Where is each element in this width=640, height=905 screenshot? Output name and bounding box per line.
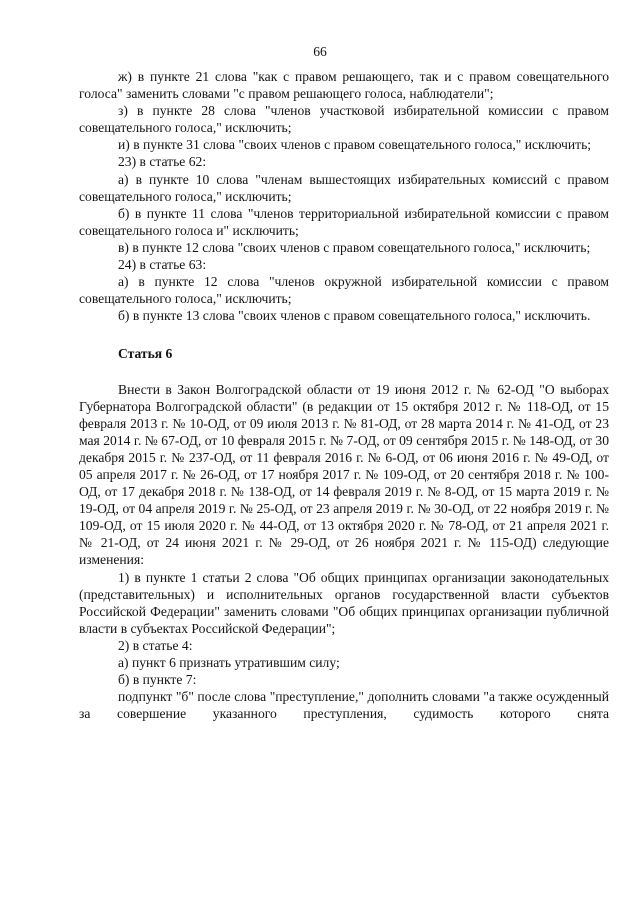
page-number: 66 (313, 44, 327, 59)
paragraph-item-1: 1) в пункте 1 статьи 2 слова "Об общих принципах организации законодательных (представительных) и исполнительных органов государственной власти субъектов Российской Федерации" заменить словами "Об общих принципах организации публичной власти в субъектах Российской Федерации"; (79, 569, 609, 636)
paragraph-article-intro: Внести в Закон Волгоградской области от 19 июня 2012 г. № 62-ОД "О выборах Губернатора Волгоградской области" (в редакции от 15 октября 2012 г. № 118-ОД, от 15 февраля 2013 г. № 10-ОД, от 09 июля 2013 г. № 81-ОД, от 28 марта 2014 г. № 41-ОД, от 23 мая 2014 г. № 67-ОД, от 10 февраля 2015 г. № 7-ОД, от 09 сентября 2015 г. № 148-ОД, от 30 декабря 2015 г. № 237-ОД, от 11 февраля 2016 г. № 6-ОД, от 06 июня 2016 г. № 49-ОД, от 05 апреля 2017 г. № 26-ОД, от 17 ноября 2017 г. № 109-ОД, от 20 сентября 2018 г. № 100-ОД, от 17 декабря 2018 г. № 138-ОД, от 14 февраля 2019 г. № 8-ОД, от 15 марта 2019 г. № 19-ОД, от 04 апреля 2019 г. № 25-ОД, от 23 апреля 2019 г. № 30-ОД, от 22 ноября 2019 г. № 109-ОД, от 15 июля 2020 г. № 44-ОД, от 13 октября 2020 г. № 78-ОД, от 21 апреля 2021 г. № 21-ОД, от 24 июня 2021 г. № 29-ОД, от 26 ноября 2021 г. № 115-ОД) следующие изменения: (79, 381, 609, 568)
paragraph-item-23: 23) в статье 62: (118, 154, 207, 170)
paragraph-a-item-art4: а) пункт 6 признать утратившим силу; (118, 655, 340, 670)
paragraph-a-item-63: а) в пункте 12 слова "членов окружной избирательной комиссии с правом совещательного голоса," исключить; (79, 274, 609, 307)
paragraph-v-item-62: в) в пункте 12 слова "своих членов с правом совещательного голоса," исключить; (118, 239, 591, 255)
paragraph-b-item-63: б) в пункте 13 слова "своих членов с правом совещательного голоса," исключить. (118, 308, 591, 324)
paragraph-item-2: 2) в статье 4: (118, 637, 193, 653)
paragraph-zh-item: ж) в пункте 21 слова "как с правом решающего, так и с правом совещательного голоса" заменить словами "с правом решающего голоса, наблюдатели"; (79, 69, 609, 102)
document-body (79, 68, 609, 722)
article-heading: Статья 6 (118, 346, 173, 362)
paragraph-subitem-b: подпункт "б" после слова "преступление," дополнить словами "а также осужденный за совершение указанного преступления, судимость которого снята (79, 689, 609, 722)
paragraph-z-item: з) в пункте 28 слова "членов участковой избирательной комиссии с правом совещательного голоса," исключить; (79, 103, 609, 136)
paragraph-b-item-art4: б) в пункте 7: (118, 672, 197, 688)
paragraph-i-item: и) в пункте 31 слова "своих членов с правом совещательного голоса," исключить; (118, 137, 592, 153)
paragraph-b-item-62: б) в пункте 11 слова "членов территориальной избирательной комиссии с правом совещательного голоса и" исключить; (79, 205, 609, 238)
paragraph-a-item-62: а) в пункте 10 слова "членам вышестоящих избирательных комиссий с правом совещательного голоса," исключить; (79, 171, 609, 204)
paragraph-item-24: 24) в статье 63: (118, 257, 207, 273)
